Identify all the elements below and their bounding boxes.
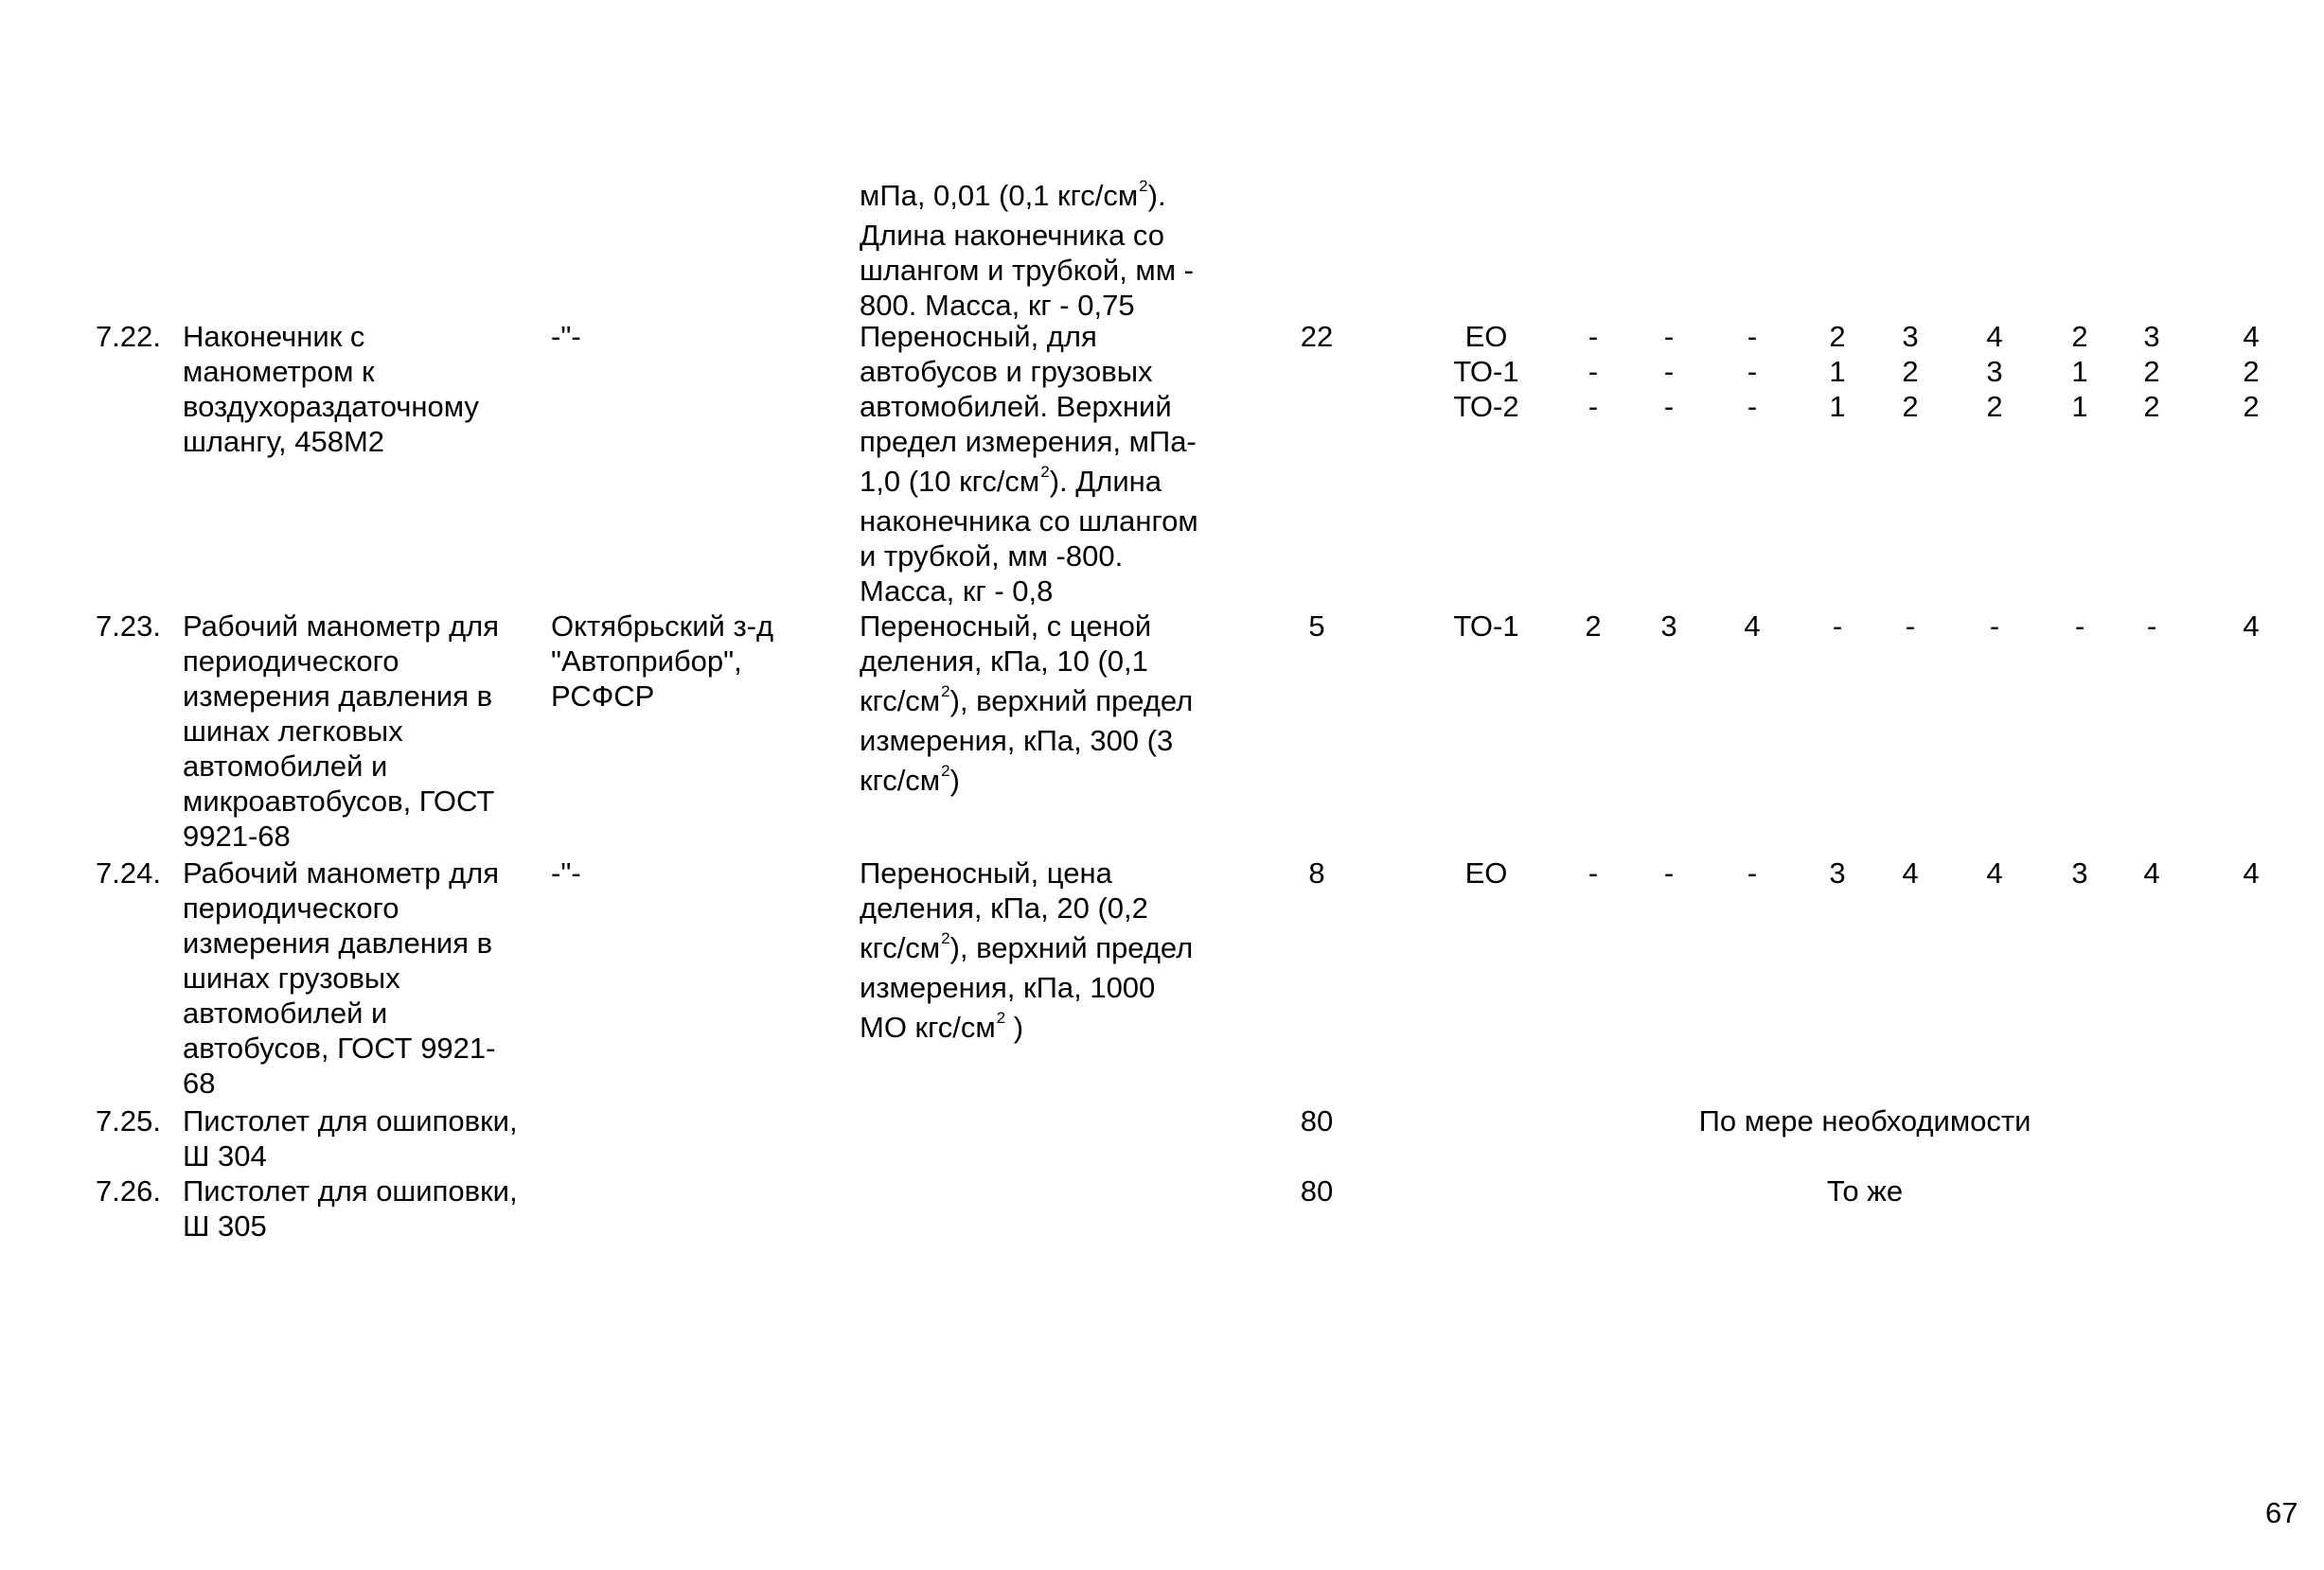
spec-line: мПа, 0,01 (0,1 кгс/$см^2$). (860, 177, 1166, 212)
note: То же (1826, 1174, 1904, 1208)
item-spec: Переносный, с ценой деления, кПа, 10 (0,1 кгс/$см^2$), верхний предел измерения, кПа, 300 (3 кгс/$см^2$) (860, 609, 1194, 797)
manufacturer: -"- (551, 320, 581, 353)
item-name: Наконечник с манометром к воздухораздаточному шлангу, 458М2 (183, 320, 479, 458)
item-name: Рабочий манометр для периодического измерения давления в шинах грузовых автомобилей и автобусов, ГОСТ 9921- 68 (183, 856, 500, 1100)
manufacturer: Октябрьский з-д "Автоприбор", РСФСР (551, 609, 774, 713)
grid-cell: - (2074, 609, 2085, 643)
manufacturer: -"- (551, 856, 581, 890)
grid-col-7: 2 1 1 (2071, 320, 2088, 423)
item-name: Рабочий манометр для периодического измерения давления в шинах легковых автомобилей и микроавтобусов, ГОСТ 9921-68 (183, 609, 500, 853)
spec-line: шлангом и трубкой, мм - (860, 254, 1194, 287)
grid-cell: 3 (1829, 856, 1846, 890)
grid-col-9: 4 2 2 (2243, 320, 2260, 423)
grid-cell: - (1832, 609, 1843, 643)
price: 5 (1308, 609, 1325, 643)
grid-cell: 3 (1660, 609, 1677, 643)
row-number: 7.25. (96, 1104, 161, 1138)
item-name: Пистолет для ошиповки, Ш 305 (183, 1174, 518, 1243)
spec-line: Длина наконечника со (860, 219, 1164, 252)
row-number: 7.23. (96, 609, 161, 643)
grid-cell: 4 (1744, 609, 1761, 643)
row-number: 7.22. (96, 320, 161, 353)
grid-cell: - (1905, 609, 1916, 643)
grid-cell: - (1588, 856, 1599, 890)
price: 80 (1300, 1104, 1334, 1138)
grid-col-2: - - - (1663, 320, 1675, 423)
grid-cell: 4 (2243, 856, 2260, 890)
row-number: 7.24. (96, 856, 161, 890)
grid-cell: 3 (2071, 856, 2088, 890)
grid-cell: - (1747, 856, 1758, 890)
grid-cell: 4 (2243, 609, 2260, 643)
page-number: 67 (2265, 1496, 2298, 1529)
price: 22 (1300, 320, 1334, 353)
spec-line: 800. Масса, кг - 0,75 (860, 289, 1135, 322)
maintenance-type: ТО-1 (1453, 609, 1519, 643)
grid-col-4: 2 1 1 (1829, 320, 1846, 423)
item-spec: Переносный, цена деления, кПа, 20 (0,2 кгс/$см^2$), верхний предел измерения, кПа, 1000 МО кгс/$см^2$ ) (860, 856, 1194, 1044)
grid-cell: 4 (2143, 856, 2160, 890)
price: 80 (1300, 1174, 1334, 1208)
grid-cell: 4 (1986, 856, 2003, 890)
grid-col-3: - - - (1747, 320, 1758, 423)
grid-col-5: 3 2 2 (1902, 320, 1919, 423)
grid-cell: - (1663, 856, 1675, 890)
spec-continuation (860, 178, 1194, 323)
maintenance-type: ЕО (1464, 856, 1508, 890)
maintenance-type: ЕО ТО-1 ТО-2 (1453, 320, 1519, 423)
grid-cell: 2 (1585, 609, 1602, 643)
price: 8 (1308, 856, 1325, 890)
item-spec: Переносный, для автобусов и грузовых автомобилей. Верхний предел измерения, мПа- 1,0 (10 кгс/$см^2$). Длина наконечника со шлангом и трубкой, мм -800. Масса, кг - 0,8 (860, 320, 1198, 608)
item-name: Пистолет для ошиповки, Ш 304 (183, 1104, 518, 1173)
note: По мере необходимости (1698, 1104, 2031, 1138)
grid-col-1: - - - (1588, 320, 1599, 423)
grid-col-6: 4 3 2 (1986, 320, 2003, 423)
row-number: 7.26. (96, 1174, 161, 1208)
grid-cell: - (1989, 609, 2000, 643)
grid-cell: 4 (1902, 856, 1919, 890)
grid-cell: - (2146, 609, 2157, 643)
grid-col-8: 3 2 2 (2143, 320, 2160, 423)
